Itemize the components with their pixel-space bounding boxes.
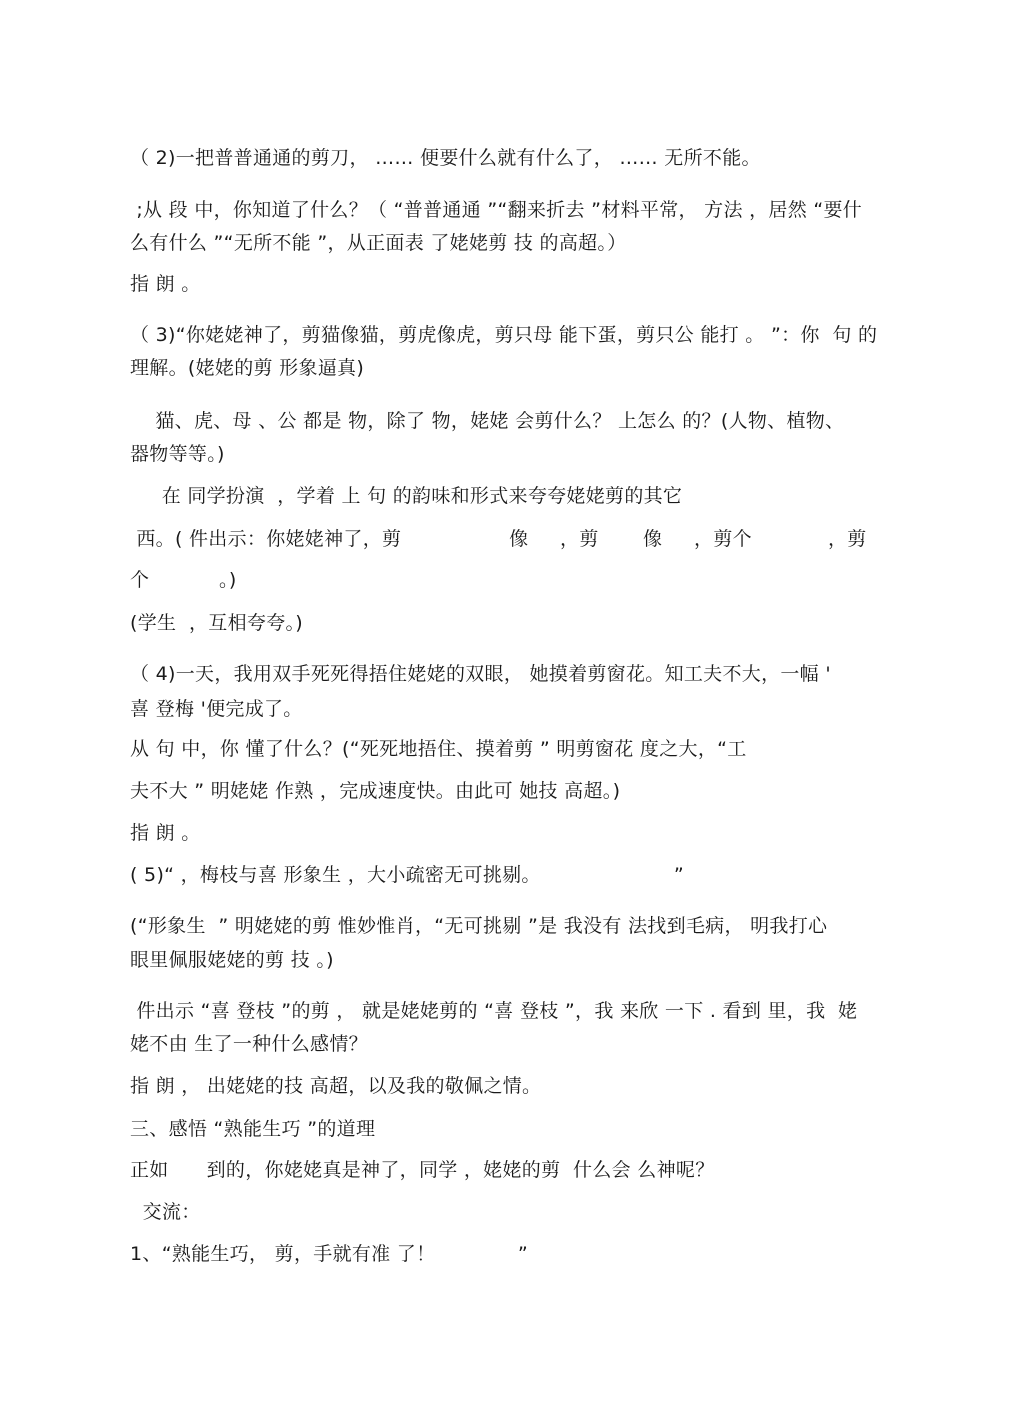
text-line: 猫、虎、母 、公 都是 物，除了 物，姥姥 会剪什么？ 上怎么 的？(人物、植物、 bbox=[130, 410, 845, 432]
text-line: 么有什么 ”“无所不能 ”，从正面表 了姥姥剪 技 的高超。） bbox=[130, 232, 627, 254]
text-line: 指 朗 。 bbox=[130, 273, 201, 295]
text-line: 1、“熟能生巧， 剪，手就有准 了！ ” bbox=[130, 1243, 528, 1265]
text-line: 在 同学扮演 ，学着 上 句 的韵味和形式来夸夸姥姥剪的其它 bbox=[130, 485, 683, 507]
text-line: 夫不大 ” 明姥姥 作熟 ，完成速度快。由此可 她技 高超。) bbox=[130, 780, 621, 802]
text-line: 交流： bbox=[130, 1201, 201, 1223]
text-line: 姥不由 生了一种什么感情？ bbox=[130, 1033, 368, 1055]
text-line: ;从 段 中，你知道了什么？（ “普普通通 ”“翻来折去 ”材料平常， 方法 ，居然 “要什 bbox=[130, 199, 863, 221]
text-line: 从 句 中，你 懂了什么？(“死死地捂住、摸着剪 ” 明剪窗花 度之大，“工 bbox=[130, 738, 747, 760]
text-line: 件出示 “喜 登枝 ”的剪 ， 就是姥姥剪的 “喜 登枝 ”，我 来欣 一下 . 看到 里，我 姥 bbox=[130, 1000, 858, 1022]
text-line: 指 朗 ， 出姥姥的技 高超，以及我的敬佩之情。 bbox=[130, 1075, 542, 1097]
text-line: 正如 到的，你姥姥真是神了，同学 ，姥姥的剪 什么会 么神呢？ bbox=[130, 1159, 715, 1181]
text-line: 西。( 件出示：你姥姥神了，剪 像 ，剪 像 ，剪个 ，剪 bbox=[130, 528, 867, 550]
text-line: （ 3)“你姥姥神了，剪猫像猫，剪虎像虎，剪只母 能下蛋，剪只公 能打 。 ”：你 句 的 bbox=[130, 324, 878, 346]
text-line: ( 5)“ ，梅枝与喜 形象生 ，大小疏密无可挑剔。 ” bbox=[130, 864, 684, 886]
text-line: 器物等等。) bbox=[130, 443, 225, 465]
text-line: 理解。(姥姥的剪 形象逼真) bbox=[130, 357, 365, 379]
text-line: 个 。) bbox=[130, 569, 237, 591]
text-line: 喜 登梅 '便完成了。 bbox=[130, 698, 303, 720]
section-heading: 三、感悟 “熟能生巧 ”的道理 bbox=[130, 1118, 376, 1140]
text-line: （ 2)一把普普通通的剪刀， …… 便要什么就有什么了， …… 无所不能。 bbox=[130, 147, 761, 169]
text-line: （ 4)一天，我用双手死死得捂住姥姥的双眼， 她摸着剪窗花。知工夫不大，一幅 ' bbox=[130, 663, 831, 685]
text-line: 眼里佩服姥姥的剪 技 。) bbox=[130, 949, 334, 971]
text-line: (学生 ，互相夸夸。) bbox=[130, 612, 304, 634]
text-line: 指 朗 。 bbox=[130, 822, 201, 844]
text-line: (“形象生 ” 明姥姥的剪 惟妙惟肖，“无可挑剔 ”是 我没有 法找到毛病， 明我打心 bbox=[130, 915, 828, 937]
